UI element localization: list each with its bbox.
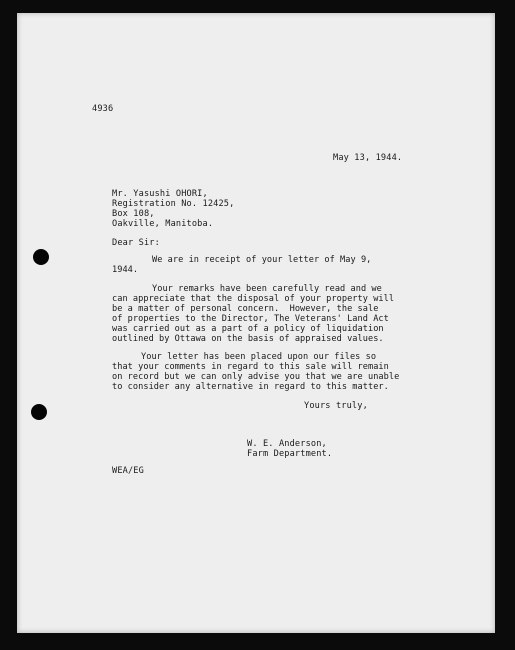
paragraph-1-line: 1944. <box>112 265 139 275</box>
punch-hole-bottom <box>31 404 47 420</box>
paragraph-2-line: Your remarks have been carefully read and we <box>152 284 382 294</box>
letter-date: May 13, 1944. <box>333 153 403 163</box>
letter-page <box>17 13 495 633</box>
paragraph-2-line: was carried out as a part of a policy of liquidation <box>112 324 384 334</box>
reference-initials: WEA/EG <box>112 466 144 476</box>
paragraph-2-line: of properties to the Director, The Veterans' Land Act <box>112 314 389 324</box>
signatory-department: Farm Department. <box>247 449 333 459</box>
paragraph-3-line: that your comments in regard to this sale will remain <box>112 362 389 372</box>
paragraph-1-line: We are in receipt of your letter of May 9, <box>152 255 372 265</box>
paragraph-2-line: be a matter of personal concern. However, the sale <box>112 304 379 314</box>
recipient-name: Mr. Yasushi OHORI, <box>112 189 208 199</box>
paragraph-3-line: Your letter has been placed upon our files so <box>141 352 377 362</box>
paragraph-3-line: to consider any alternative in regard to this matter. <box>112 382 389 392</box>
recipient-city: Oakville, Manitoba. <box>112 219 214 229</box>
recipient-box: Box 108, <box>112 209 155 219</box>
paragraph-2-line: outlined by Ottawa on the basis of appraised values. <box>112 334 384 344</box>
closing: Yours truly, <box>304 401 368 411</box>
salutation: Dear Sir: <box>112 238 160 248</box>
file-number: 4936 <box>92 104 114 114</box>
signatory-name: W. E. Anderson, <box>247 439 327 449</box>
recipient-registration: Registration No. 12425, <box>112 199 235 209</box>
paragraph-2-line: can appreciate that the disposal of your property will <box>112 294 395 304</box>
punch-hole-top <box>33 249 49 265</box>
paragraph-3-line: on record but we can only advise you that we are unable <box>112 372 400 382</box>
